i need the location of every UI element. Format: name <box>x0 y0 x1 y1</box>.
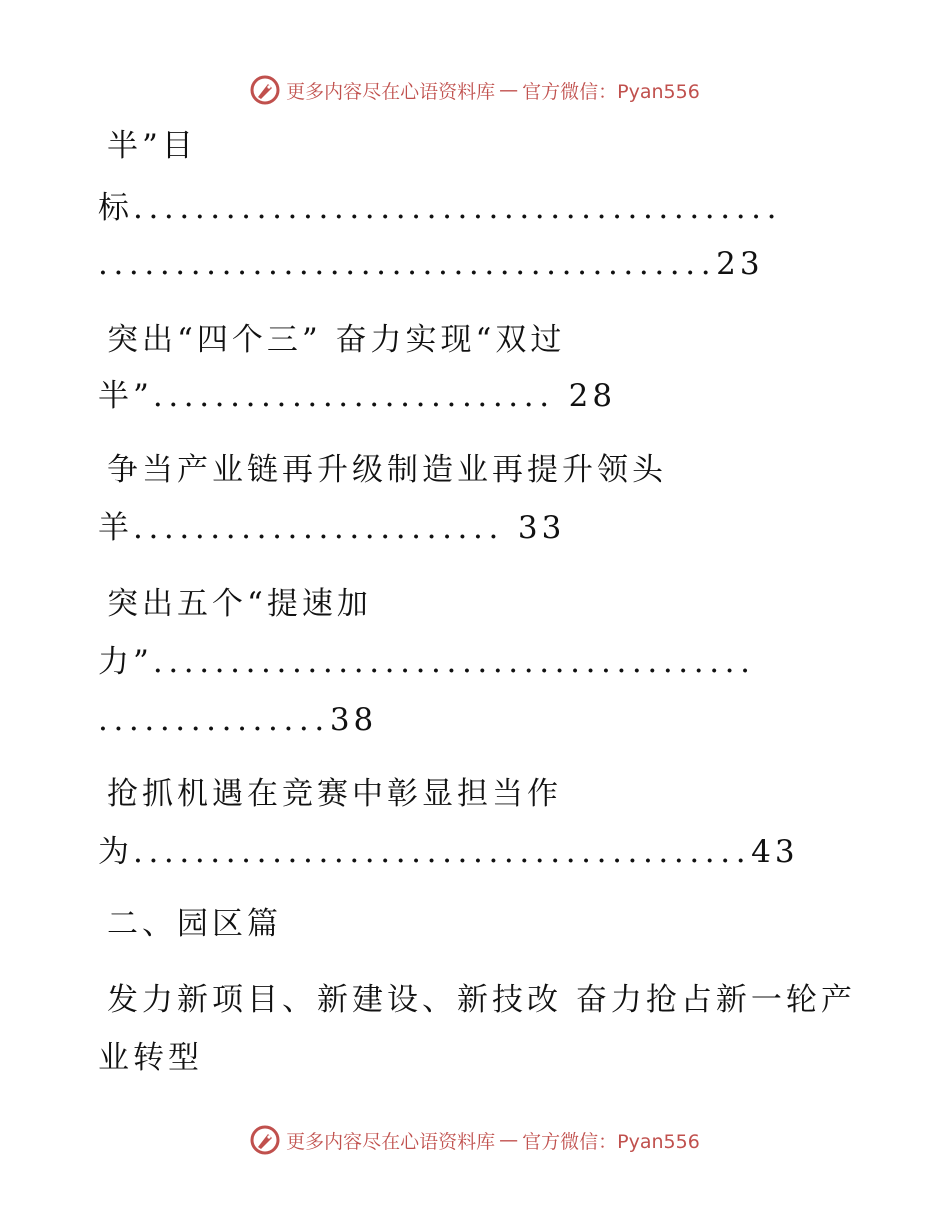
banner-site-text: 更多内容尽在心语资料库 <box>286 1130 496 1153</box>
toc-entry-3-lead: 羊 <box>98 510 133 546</box>
toc-entry-4-dots-cont: ............... <box>98 702 330 738</box>
toc-entry-4-title: 突出五个“提速加 <box>107 586 372 622</box>
pen-nib-circle-icon <box>250 1125 280 1155</box>
toc-entry-4-lead: 力” <box>98 644 153 680</box>
toc-entry-5-leader-line <box>98 832 799 872</box>
footer-banner <box>0 1120 950 1160</box>
toc-entry-1-dots: .......................................... <box>133 190 783 226</box>
toc-entry-5-page: 43 <box>751 834 799 870</box>
toc-entry-1-page: 23 <box>716 246 764 282</box>
toc-entry-1-dots-cont: ........................................ <box>98 246 717 282</box>
toc-entry-2-leader-line <box>98 376 616 416</box>
toc-entry-2-title: 突出“四个三” 奋力实现“双过 <box>107 322 566 358</box>
banner-dash: — <box>499 79 519 101</box>
toc-entry-4-page-line <box>98 700 377 740</box>
toc-entry-3-title: 争当产业链再升级制造业再提升领头 <box>107 452 667 488</box>
toc-entry-4-dots: ....................................... <box>152 644 756 680</box>
toc-entry-3-leader-line <box>98 508 565 548</box>
toc-entry-2-lead: 半” <box>98 378 153 414</box>
toc-entry-1-lead: 标 <box>98 190 133 226</box>
toc-entry-5-dots: ........................................ <box>133 834 752 870</box>
toc-entry-4-leader-line <box>98 642 756 682</box>
toc-entry-5-title: 抢抓机遇在竞赛中彰显担当作 <box>107 776 562 812</box>
banner-dash: — <box>499 1129 519 1151</box>
banner-contact-text: 官方微信：Pyan556 <box>522 1130 700 1153</box>
toc-entry-1-page-line <box>98 244 764 284</box>
banner-contact-text: 官方微信：Pyan556 <box>522 80 700 103</box>
toc-entry-1-leader-line <box>98 188 782 228</box>
toc-entry-2-dots: .......................... <box>152 378 555 414</box>
article-title-line-2: 业转型 <box>98 1040 203 1076</box>
toc-entry-3-page: 33 <box>517 510 566 546</box>
section-heading: 二、园区篇 <box>107 906 282 942</box>
toc-entry-2-page: 28 <box>568 378 617 414</box>
pen-nib-circle-icon <box>250 75 280 105</box>
toc-entry-5-lead: 为 <box>98 834 133 870</box>
toc-entry-3-dots: ........................ <box>133 510 504 546</box>
banner-site-text: 更多内容尽在心语资料库 <box>286 80 496 103</box>
article-title-line-1: 发力新项目、新建设、新技改 奋力抢占新一轮产 <box>107 982 856 1018</box>
toc-entry-1-title: 半”目 <box>107 128 197 164</box>
header-banner <box>0 70 950 110</box>
toc-entry-4-page: 38 <box>329 702 378 738</box>
